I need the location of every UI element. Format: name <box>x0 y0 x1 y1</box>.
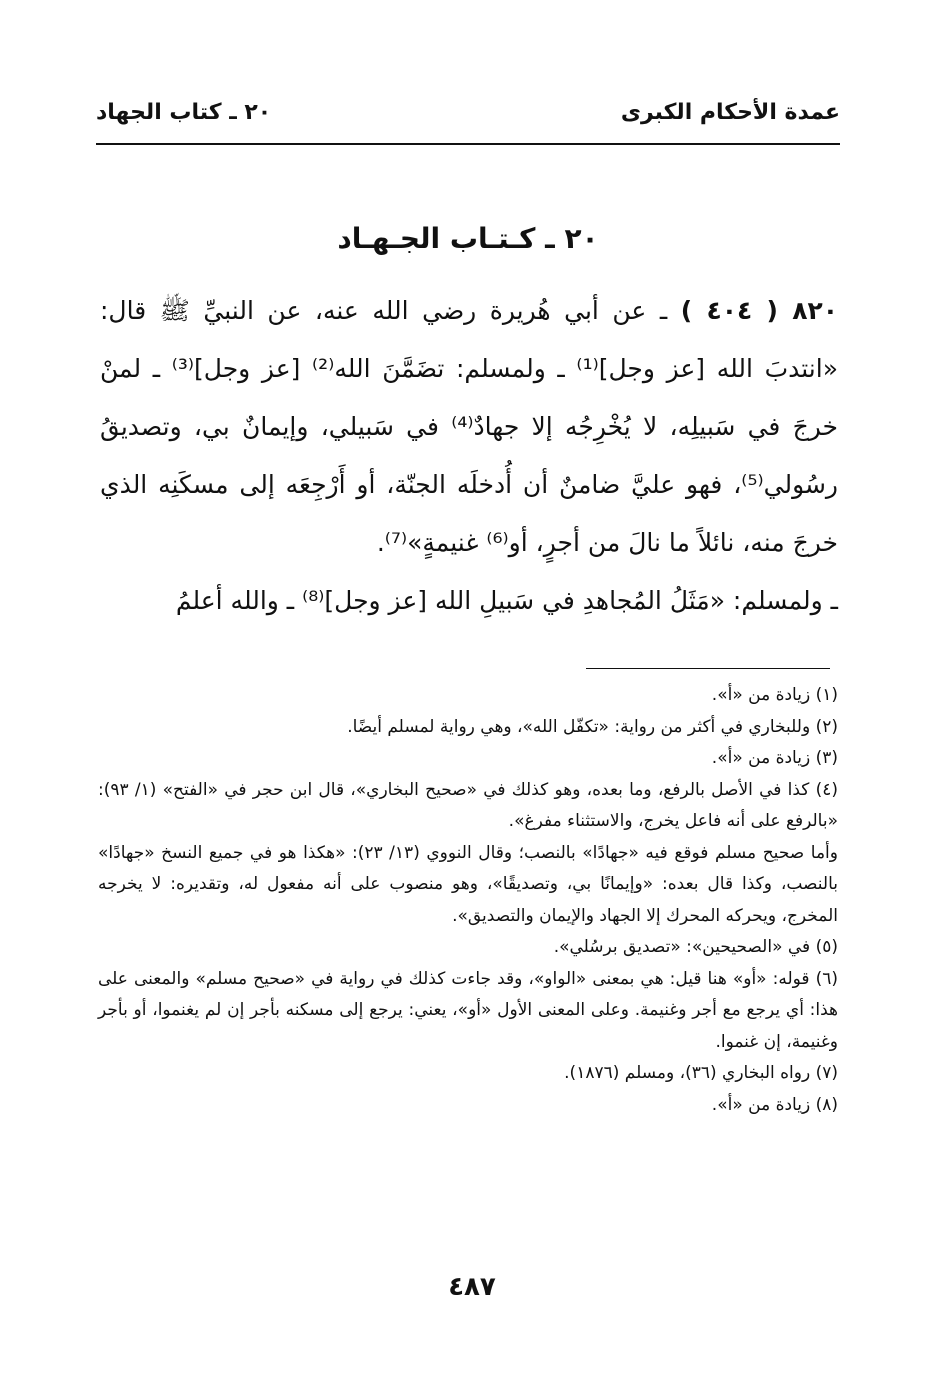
footnotes <box>98 680 838 1121</box>
chapter-title: ٢٠ ـ كـتـاب الجـهـاد <box>337 222 599 255</box>
header-chapter: ٢٠ ـ كتاب الجهاد <box>96 100 272 125</box>
header-divider <box>96 143 840 145</box>
page-number: ٤٨٧ <box>448 1272 496 1302</box>
footnote: (١) زيادة من «أ». <box>711 685 838 705</box>
footnote: (٤) كذا في الأصل بالرفع، وما بعده، وهو كذلك في «صحيح البخاري»، قال ابن حجر في «الفتح» (١/ ٩٣): «بالرفع على أنه فاعل يخرج، والاستثناء مفرغ». <box>98 779 838 831</box>
hadith-continuation: ـ ولمسلم: «مَثَلُ المُجاهدِ في سَبيلِ الله [عز وجل]⁽⁸⁾ ـ والله أعلمُ <box>175 586 838 615</box>
footnote-divider <box>586 668 830 669</box>
hadith-body <box>100 282 838 630</box>
footnote: وأما صحيح مسلم فوقع فيه «جهادًا» بالنصب؛ وقال النووي (١٣/ ٢٣): «هكذا هو في جميع النسخ «جهادًا» بالنصب، وكذا قال بعده: «وإيمانًا بي، وتصديقًا»، وهو منصوب على أنه مفعول له، وتقديره: لا يخرجه المخرج، ويحركه المحرك إلا الجهاد والإيمان والتصديق». <box>98 842 838 926</box>
hadith-paragraph <box>100 282 838 572</box>
hadith-number: ٨٢٠ ( ٤٠٤ ) <box>680 296 838 325</box>
book-title: عمدة الأحكام الكبرى <box>620 100 840 125</box>
footnote: (٣) زيادة من «أ». <box>711 748 838 768</box>
footnote: (٢) وللبخاري في أكثر من رواية: «تكفّل الله»، وهي رواية لمسلم أيضًا. <box>347 716 838 737</box>
footnote: (٥) في «الصحيحين»: «تصديق برسُلي». <box>553 937 838 957</box>
footnote: (٨) زيادة من «أ». <box>711 1094 838 1115</box>
footnote: (٦) قوله: «أو» هنا قيل: هي بمعنى «الواو»، وقد جاءت كذلك في رواية في «صحيح مسلم» والمعنى على هذا: أي يرجع مع أجر وغنيمة. وعلى المعنى الأول «أو»، يعني: يرجع إلى مسكنه بأجر إن لم يغنموا، أو بأجر وغنيمة، إن غنموا. <box>98 968 838 1052</box>
running-header <box>96 100 840 132</box>
hadith-text: ـ عن أبي هُريرة رضي الله عنه، عن النبيِّ ﷺ قال: «انتدبَ الله [عز وجل]⁽¹⁾ ـ ولمسلم: تضَمَّنَ الله⁽²⁾ [عز وجل]⁽³⁾ ـ لمنْ خرجَ في سَبيلِه، لا يُخْرِجُه إلا جهادٌ⁽⁴⁾ في سَبيلي، وإيمانٌ بي، وتصديقُ رسُولي⁽⁵⁾، فهو عليَّ ضامنٌ أن أُدخلَه الجنّة، أو أَرْجِعَه إلى مسكَنِه الذي خرجَ منه، نائلاً ما نالَ من أجرٍ، أو⁽⁶⁾ غنيمةٍ»⁽⁷⁾. <box>100 296 839 557</box>
footnote: (٧) رواه البخاري (٣٦)، ومسلم (١٨٧٦). <box>564 1063 838 1083</box>
